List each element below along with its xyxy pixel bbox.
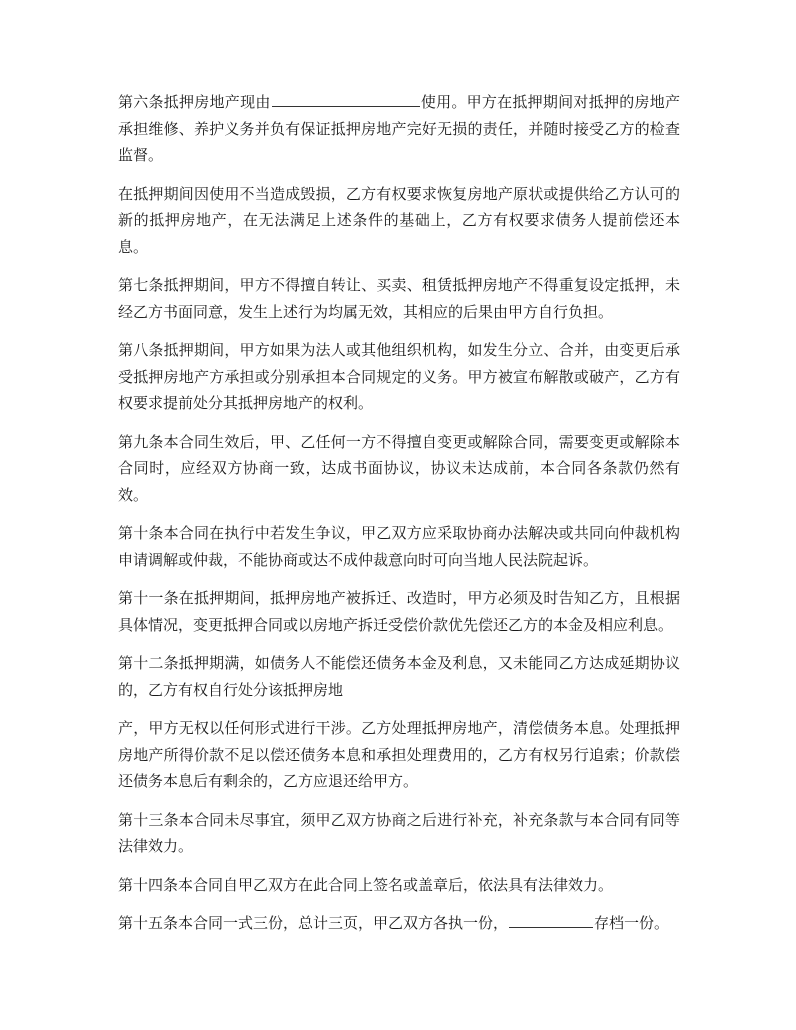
- clause-8: 第八条抵押期间，甲方如果为法人或其他组织机构，如发生分立、合并，由变更后承受抵押房地产方承担或分别承担本合同规定的义务。甲方被宣布解散或破产，乙方有权要求提前处分其抵押房地产的权利。: [118, 341, 680, 412]
- clause-6-text-end: 使用。甲方在抵押期间对抵押的房地产承担维修、养护义务并负有保证抵押房地产完好无损的责任，并随时接受乙方的检查监督。: [118, 93, 680, 164]
- clause-14: 第十四条本合同自甲乙双方在此合同上签名或盖章后，依法具有法律效力。: [118, 875, 614, 894]
- clause-9: 第九条本合同生效后，甲、乙任何一方不得擅自变更或解除合同，需要变更或解除本合同时，应经双方协商一致，达成书面协议，协议未达成前，本合同各条款仍然有效。: [118, 432, 680, 504]
- fill-in-blank-archive[interactable]: [509, 911, 593, 928]
- clause-6-damage: 在抵押期间因使用不当造成毁损，乙方有权要求恢复房地产原状或提供给乙方认可的新的抵押房地产，在无法满足上述条件的基础上，乙方有权要求债务人提前偿还本息。: [118, 184, 680, 256]
- clause-13: 第十三条本合同未尽事宜，须甲乙双方协商之后进行补充，补充条款与本合同有同等法律效力。: [118, 810, 680, 855]
- clause-11: 第十一条在抵押期间，抵押房地产被拆迁、改造时，甲方必须及时告知乙方，且根据具体情况，变更抵押合同或以房地产拆迁受偿价款优先偿还乙方的本金及相应利息。: [118, 589, 680, 634]
- clause-12-part-2: 产，甲方无权以任何形式进行干涉。乙方处理抵押房地产，清偿债务本息。处理抵押房地产所得价款不足以偿还债务本息和承担处理费用的，乙方有权另行追索；价款偿还债务本息后有剩余的，乙方应退还给甲方。: [118, 719, 680, 790]
- clause-15: [118, 910, 680, 937]
- clause-7: 第七条抵押期间，甲方不得擅自转让、买卖、租赁抵押房地产不得重复设定抵押，未经乙方书面同意，发生上述行为均属无效，其相应的后果由甲方自行负担。: [118, 276, 680, 321]
- clause-6-text-start: 第六条抵押房地产现由: [118, 93, 271, 111]
- clause-10: 第十条本合同在执行中若发生争议，甲乙双方应采取协商办法解决或共同向仲裁机构申请调解或仲裁，不能协商或达不成仲裁意向时可向当地人民法院起诉。: [118, 524, 680, 569]
- clause-6: [118, 89, 680, 169]
- fill-in-blank-user[interactable]: [272, 90, 420, 107]
- contract-page: [118, 89, 680, 949]
- clause-15-text-end: 存档一份。: [594, 914, 670, 932]
- clause-15-text-start: 第十五条本合同一式三份，总计三页，甲乙双方各执一份，: [118, 914, 509, 932]
- clause-12-part-1: 第十二条抵押期满，如债务人不能偿还债务本金及利息，又未能同乙方达成延期协议的，乙方有权自行处分该抵押房地: [118, 654, 680, 699]
